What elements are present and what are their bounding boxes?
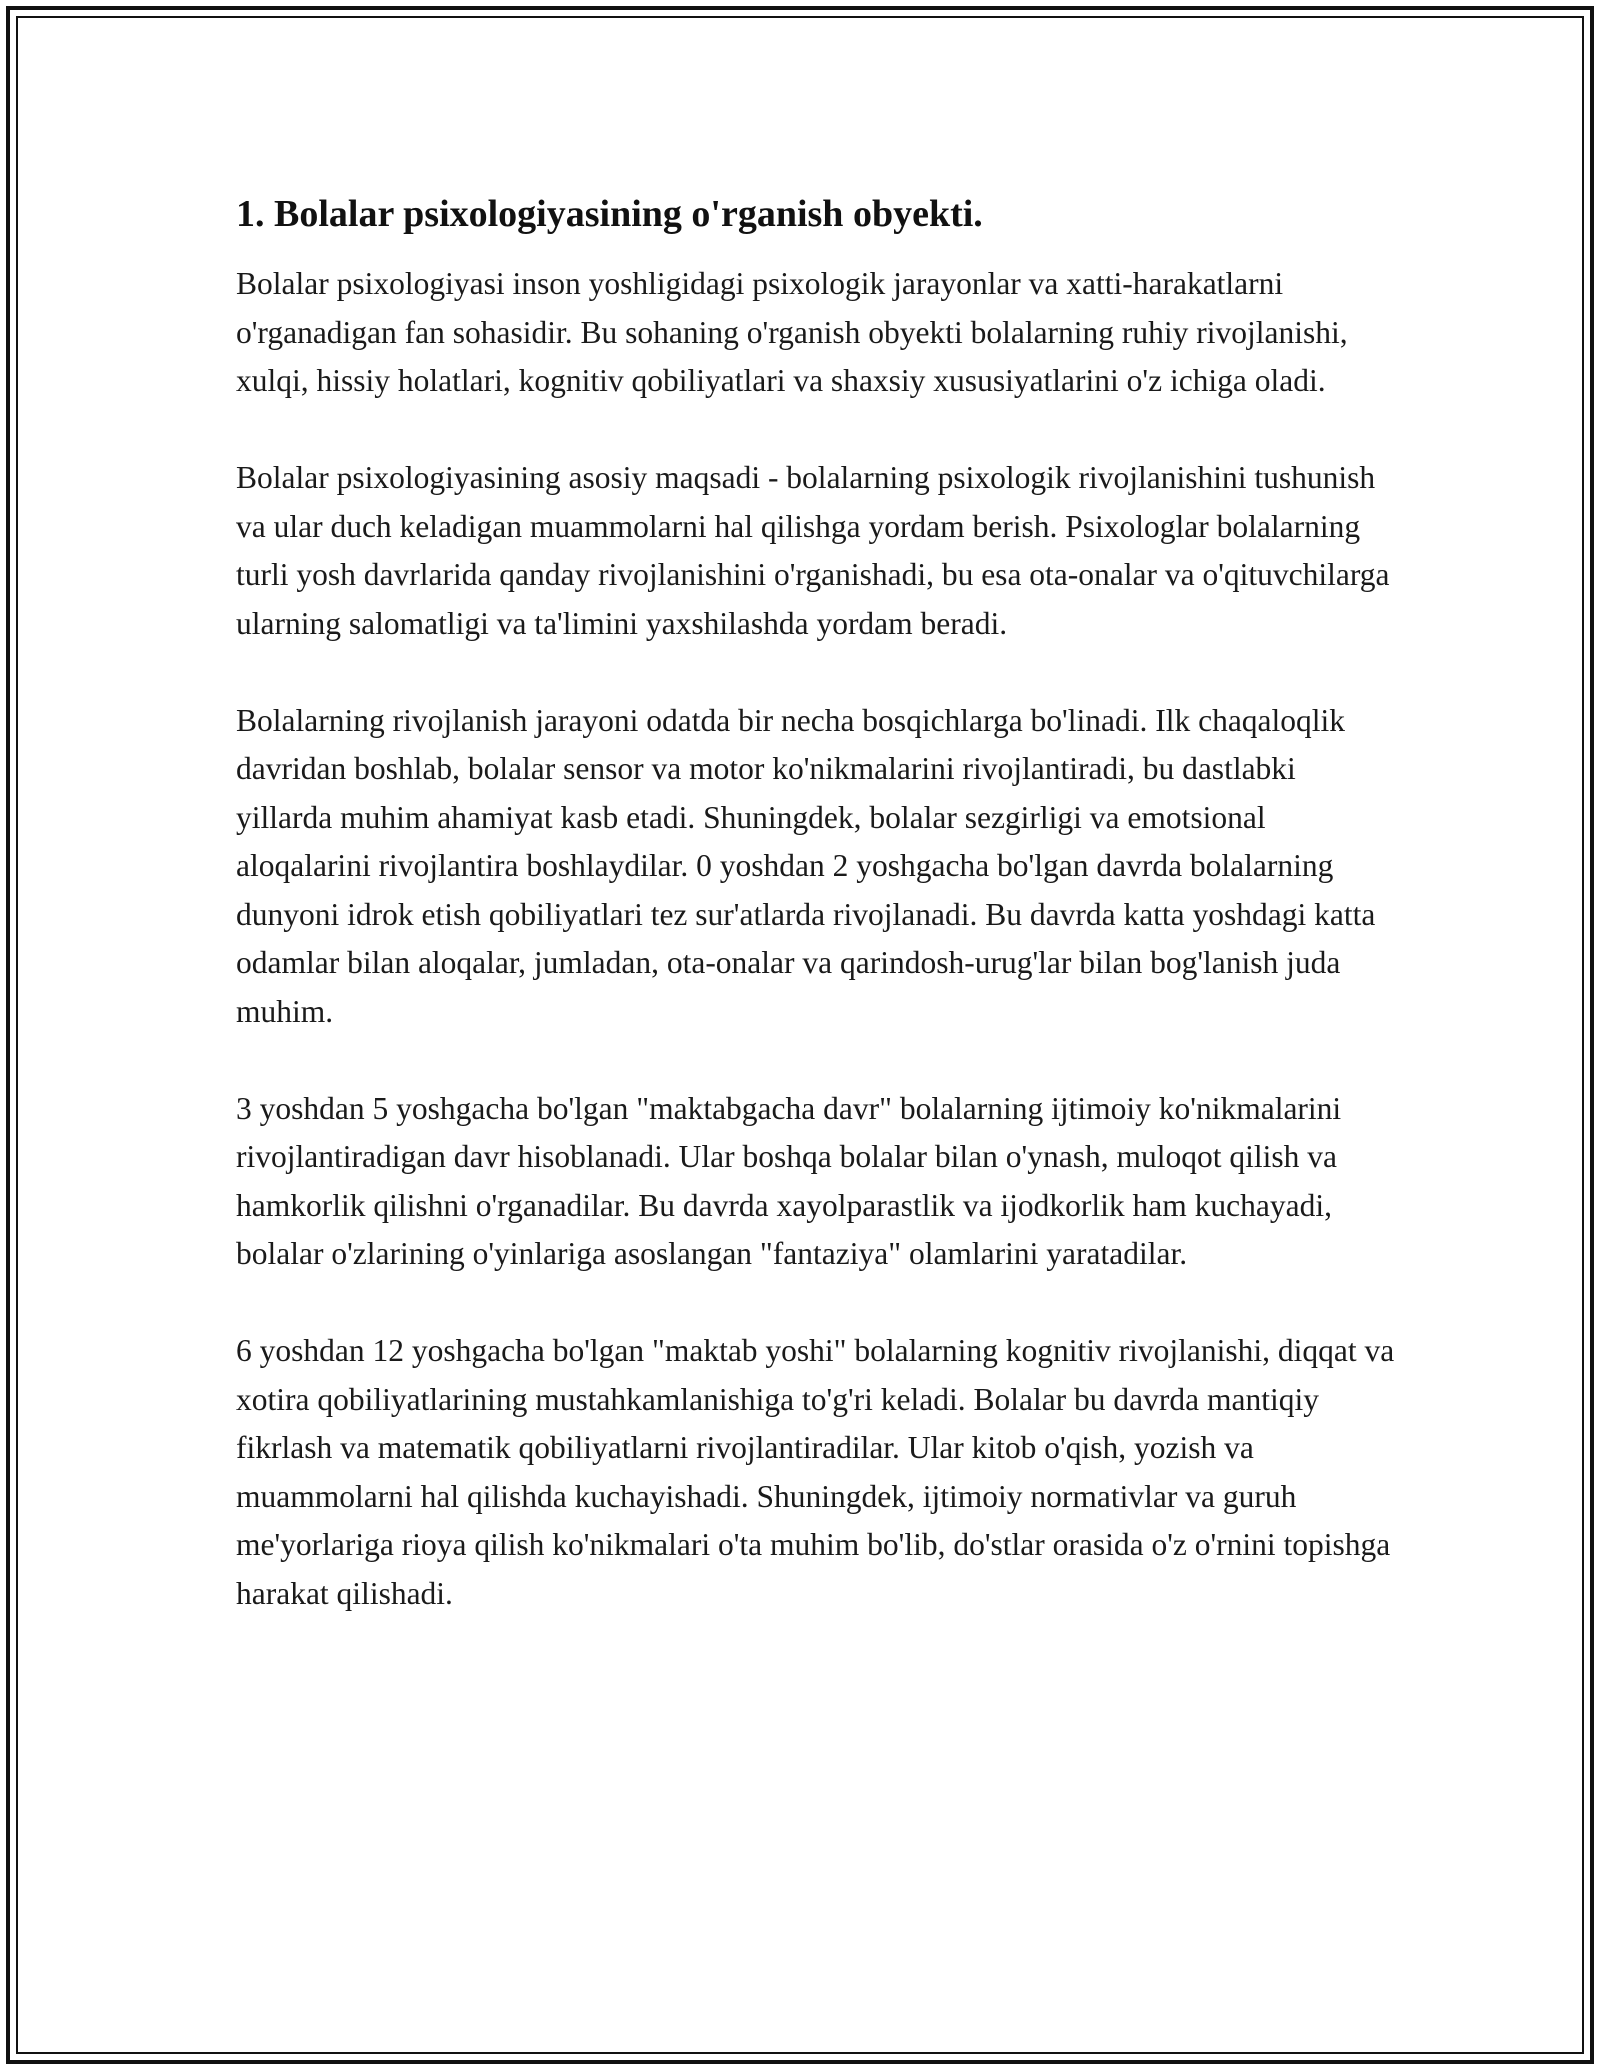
paragraph-1: Bolalar psixologiyasi inson yoshligidagi psixologik jarayonlar va xatti-harakatlarni o'rganadigan fan sohasidir. Bu sohaning o'rganish obyekti bolalarning ruhiy rivojlanishi, xulqi, hissiy holatlari, kognitiv qobiliyatlari va shaxsiy xususiyatlarini o'z ichiga oladi. — [236, 266, 1348, 398]
paragraph-3: Bolalarning rivojlanish jarayoni odatda bir necha bosqichlarga bo'linadi. Ilk chaqaloqlik davridan boshlab, bolalar sensor va motor ko'nikmalarini rivojlantiradi, bu dastlabki yillarda muhim ahamiyat kasb etadi. Shuningdek, bolalar sezgirligi va emotsional aloqalarini rivojlantira boshlaydilar. 0 yoshdan 2 yoshgacha bo'lgan davrda bolalarning dunyoni idrok etish qobiliyatlari tez sur'atlarda rivojlanadi. Bu davrda katta yoshdagi katta odamlar bilan aloqalar, jumladan, ota-onalar va qarindosh-urug'lar bilan bog'lanish juda muhim. — [236, 702, 1376, 1029]
paragraph-2: Bolalar psixologiyasining asosiy maqsadi - bolalarning psixologik rivojlanishini tushunish va ular duch keladigan muammolarni hal qilishga yordam berish. Psixologlar bolalarning turli yosh davrlarida qanday rivojlanishini o'rganishadi, bu esa ota-onalar va o'qituvchilarga ularning salomatligi va ta'limini yaxshilashda yordam beradi. — [236, 460, 1390, 641]
section-heading: 1. Bolalar psixologiyasining o'rganish obyekti. — [236, 193, 983, 235]
paragraph-5: 6 yoshdan 12 yoshgacha bo'lgan "maktab yoshi" bolalarning kognitiv rivojlanishi, diqqat va xotira qobiliyatlarining mustahkamlanishiga to'g'ri keladi. Bolalar bu davrda mantiqiy fikrlash va matematik qobiliyatlarni rivojlantiradilar. Ular kitob o'qish, yozish va muammolarni hal qilishda kuchayishadi. Shuningdek, ijtimoiy normativlar va guruh me'yorlariga rioya qilish ko'nikmalari o'ta muhim bo'lib, do'stlar orasida o'z o'rnini topishga harakat qilishadi. — [236, 1333, 1395, 1611]
paragraph-4: 3 yoshdan 5 yoshgacha bo'lgan "maktabgacha davr" bolalarning ijtimoiy ko'nikmalarini rivojlantiradigan davr hisoblanadi. Ular boshqa bolalar bilan o'ynash, muloqot qilish va hamkorlik qilishni o'rganadilar. Bu davrda xayolparastlik va ijodkorlik ham kuchayadi, bolalar o'zlarining o'yinlariga asoslangan "fantaziya" olamlarini yaratadilar. — [236, 1090, 1342, 1271]
document-body — [236, 186, 1396, 1667]
